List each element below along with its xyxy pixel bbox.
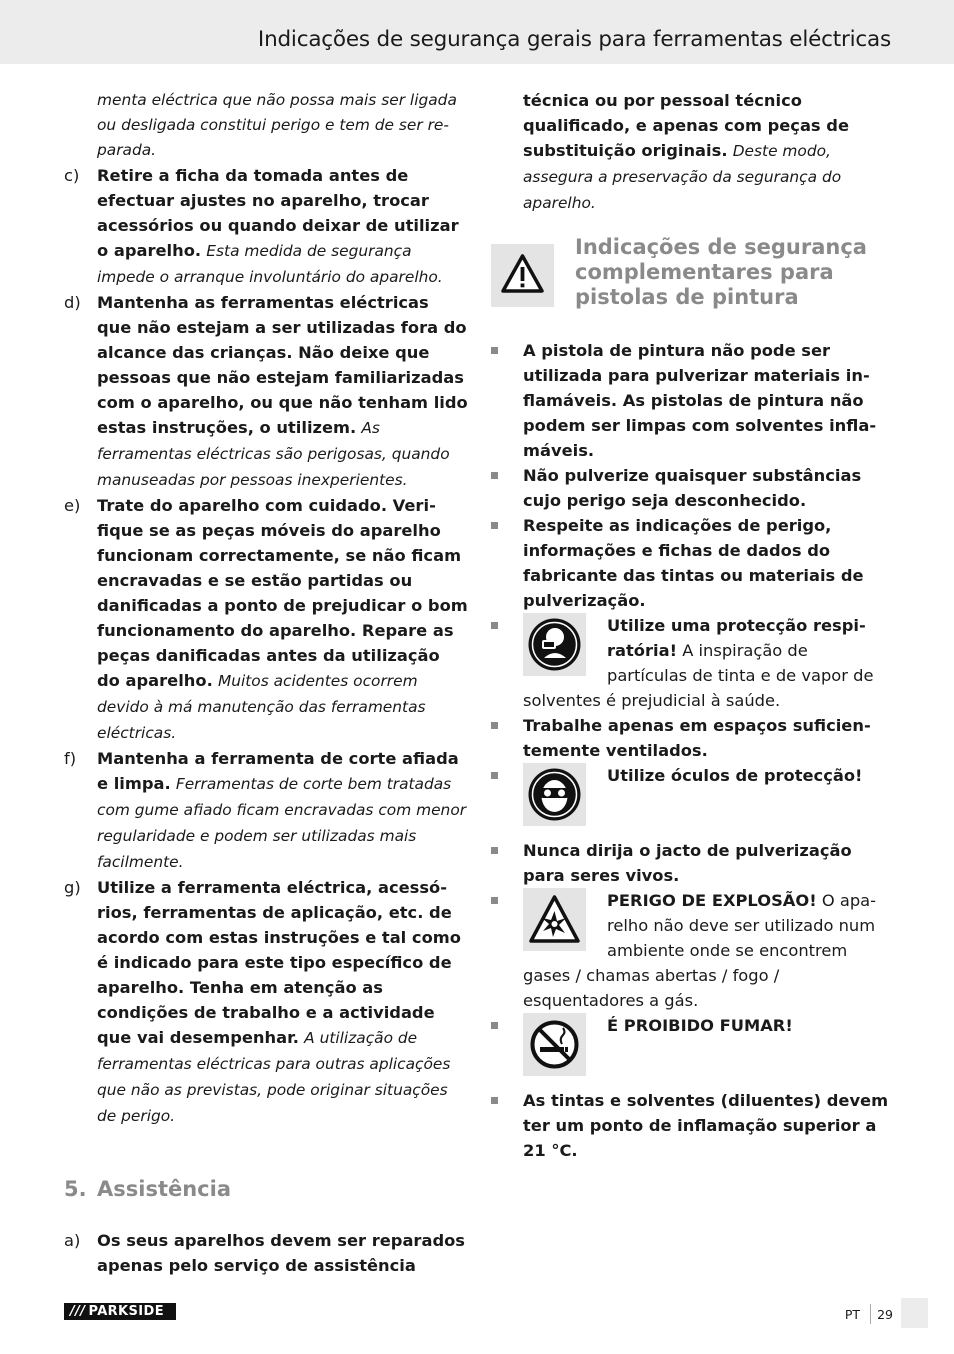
left-column xyxy=(64,88,468,1278)
bullet-bold-text: PERIGO DE EXPLOSÃO! xyxy=(607,891,817,910)
item-label: e) xyxy=(64,496,81,515)
item-bold-text: Mantenha as ferramentas eléctricas que não estejam a ser utilizadas fora do alcance das crianças. Não deixe que pessoas que não estejam familiarizadas com o aparelho, ou que não tenham lido estas instruções, o utilizem. xyxy=(97,293,468,437)
item-italic-text: A utilização de ferramentas eléctricas para outras aplicações que não as previstas, pode originar situações de perigo. xyxy=(97,1029,451,1125)
goggles-icon xyxy=(523,763,586,826)
continued-italic-text: Deste modo, assegura a preservação da segurança do aparelho. xyxy=(523,142,842,212)
page-footer xyxy=(788,1304,928,1328)
item-italic-text: Muitos acidentes ocorrem devido à má manutenção das ferramentas eléctricas. xyxy=(97,672,426,742)
item-label: g) xyxy=(64,878,81,897)
bullet-list xyxy=(491,338,891,1163)
bullet-square-icon xyxy=(491,1097,498,1104)
brand-stripes: /// xyxy=(70,1304,86,1319)
brand-name: PARKSIDE xyxy=(88,1304,165,1319)
bullet-item-respirator xyxy=(491,613,891,713)
item-bold-text: Mantenha a ferramenta de corte afiada e limpa. xyxy=(97,749,459,793)
bullet-square-icon xyxy=(491,347,498,354)
bullet-square-icon xyxy=(491,1022,498,1029)
list-item-c xyxy=(64,163,468,290)
bullet-item xyxy=(491,513,891,613)
item-bold-text: Trate do aparelho com cuidado. Verifique se as peças móveis do aparelho funcionam correctamente, se não ficam encravadas e se estão partidas ou danificadas a ponto de prejudicar o bom funcionamento do aparelho. Repare as peças danificadas antes da utilização do aparelho. xyxy=(97,496,468,690)
item-italic-text: Esta medida de segurança impede o arranque involuntário do aparelho. xyxy=(97,242,443,286)
bullet-normal-text: A inspiração de partículas de tinta e de vapor de solventes é prejudicial à saúde. xyxy=(523,641,874,710)
bullet-square-icon xyxy=(491,772,498,779)
item-italic-text: Ferramentas de corte bem tratadas com gume afiado ficam encravadas com menor regularidade e podem ser utilizadas mais facilmente. xyxy=(97,775,467,871)
bullet-item-explosion xyxy=(491,888,891,1013)
bullet-square-icon xyxy=(491,847,498,854)
list-item-service-a xyxy=(64,1228,468,1278)
bullet-square-icon xyxy=(491,722,498,729)
page-number: 29 xyxy=(877,1307,893,1322)
item-bold-text: Utilize a ferramenta eléctrica, acessórios, ferramentas de aplicação, etc. de acordo com estas instruções e tal como é indicado para este tipo específico de aparelho. Tenha em atenção as condições de trabalho e a actividade que vai desempenhar. xyxy=(97,878,461,1047)
bullet-square-icon xyxy=(491,522,498,529)
page-title: Indicações de segurança gerais para ferramentas eléctricas xyxy=(257,27,891,52)
bullet-normal-text: O aparelho não deve ser utilizado num ambiente onde se encontrem gases / chamas abertas / fogo / esquentadores a gás. xyxy=(523,891,877,1010)
bullet-square-icon xyxy=(491,897,498,904)
bullet-item xyxy=(491,463,891,513)
bullet-item xyxy=(491,838,891,888)
list-item-g xyxy=(64,875,468,1129)
warning-section-title: Indicações de segurança complementares para pistolas de pintura xyxy=(575,235,867,309)
section-title: Assistência xyxy=(97,1177,231,1201)
item-bold-text: Retire a ficha da tomada antes de efectuar ajustes no aparelho, trocar acessórios ou quando deixar de utilizar o aparelho. xyxy=(97,166,459,260)
right-column xyxy=(491,88,891,1160)
bullet-item xyxy=(491,713,891,763)
page-header xyxy=(0,0,954,64)
list-item-e xyxy=(64,493,468,746)
bullet-square-icon xyxy=(491,622,498,629)
bullet-square-icon xyxy=(491,472,498,479)
item-italic-text: As ferramentas eléctricas são perigosas, quando manuseadas por pessoas inexperientes. xyxy=(97,419,450,489)
item-label: d) xyxy=(64,293,81,312)
continued-text xyxy=(491,88,891,216)
continued-text: menta eléctrica que não possa mais ser ligada ou desligada constitui perigo e tem de ser reparada. xyxy=(97,91,457,159)
bullet-item-no-smoking xyxy=(491,1013,891,1088)
bullet-bold-text: Utilize uma protecção respiratória! xyxy=(607,616,866,660)
item-label: a) xyxy=(64,1231,81,1250)
warning-triangle-icon xyxy=(491,244,554,307)
no-smoking-icon xyxy=(523,1013,586,1076)
bullet-bold-text: A pistola de pintura não pode ser utilizada para pulverizar materiais inflamáveis. As pistolas de pintura não podem ser limpas com solventes inflamáveis. xyxy=(523,341,877,460)
bullet-bold-text: Trabalhe apenas em espaços suficientemente ventilados. xyxy=(523,716,871,760)
bullet-bold-text: As tintas e solventes (diluentes) devem ter um ponto de inflamação superior a 21 °C. xyxy=(523,1091,889,1160)
bullet-bold-text: É PROIBIDO FUMAR! xyxy=(607,1016,793,1035)
explosion-warning-icon xyxy=(523,888,586,951)
section-number: 5. xyxy=(64,1177,87,1201)
continued-bold-text: técnica ou por pessoal técnico qualificado, e apenas com peças de substituição originais. xyxy=(523,91,849,160)
bullet-item-goggles xyxy=(491,763,891,838)
bullet-bold-text: Não pulverize quaisquer substâncias cujo perigo seja desconhecido. xyxy=(523,466,862,510)
bullet-bold-text: Utilize óculos de protecção! xyxy=(607,766,863,785)
footer-divider xyxy=(870,1304,871,1324)
bullet-bold-text: Respeite as indicações de perigo, informações e fichas de dados do fabricante das tintas ou materiais de pulverização. xyxy=(523,516,864,610)
section-heading xyxy=(64,1177,468,1202)
item-label: f) xyxy=(64,749,77,768)
bullet-item xyxy=(491,1088,891,1163)
respirator-icon xyxy=(523,613,586,676)
item-bold-text: Os seus aparelhos devem ser reparados apenas pelo serviço de assistência xyxy=(97,1231,465,1275)
list-item-f xyxy=(64,746,468,875)
brand-logo xyxy=(64,1303,176,1320)
bullet-bold-text: Nunca dirija o jacto de pulverização para seres vivos. xyxy=(523,841,852,885)
language-code: PT xyxy=(844,1307,860,1322)
bullet-item xyxy=(491,338,891,463)
page-tab-marker xyxy=(901,1298,928,1328)
list-item-d xyxy=(64,290,468,493)
item-label: c) xyxy=(64,166,80,185)
